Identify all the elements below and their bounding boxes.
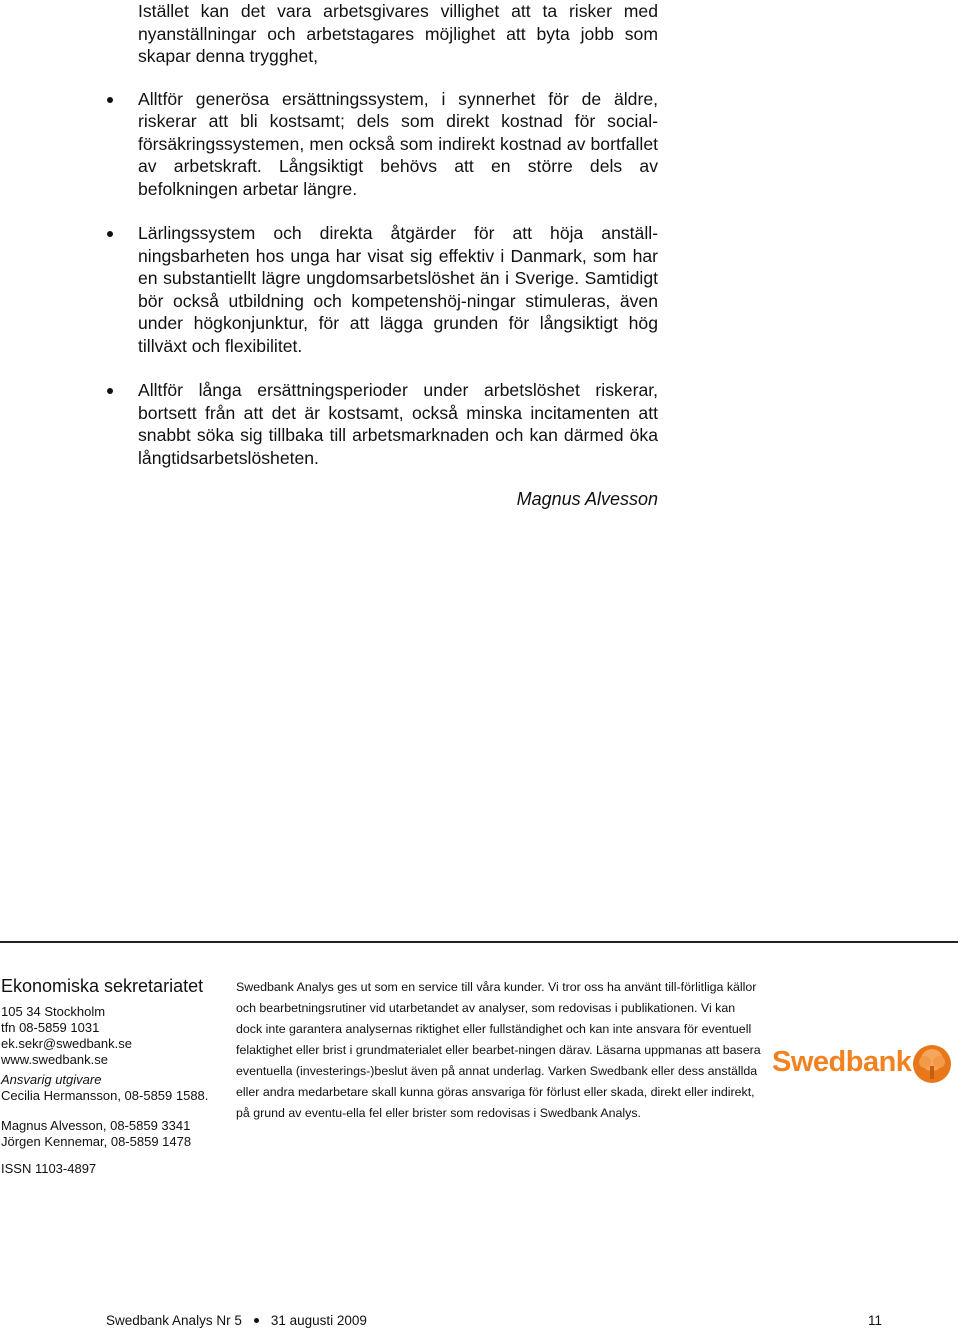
divider — [0, 941, 958, 943]
issn: ISSN 1103-4897 — [1, 1161, 97, 1176]
oak-tree-icon — [912, 1044, 952, 1084]
article-body — [138, 0, 658, 469]
address: 105 34 Stockholm — [1, 1004, 106, 1019]
list-item — [138, 222, 658, 357]
page-number: 11 — [867, 1313, 882, 1328]
publication-name: Swedbank Analys Nr 5 — [106, 1313, 242, 1328]
intro-paragraph: Istället kan det vara arbetsgivares villighet att ta risker med nyanställningar och arbetstagares möjlighet att byta jobb som skapar denna trygghet, — [138, 1, 658, 66]
author-contact: Jörgen Kennemar, 08-5859 1478 — [1, 1134, 192, 1149]
list-item — [138, 379, 658, 469]
list-item-text: Lärlingssystem och direkta åtgärder för att höja anställ-ningsbarheten hos unga har visat sig effektiv i Danmark, som har en substantiellt lägre ungdomsarbetslöshet än i Sverige. Samtidigt bör också utbildning och kompetenshöj-ningar stimuleras, även under högkonjunktur, för att lägga grunden för långsiktigt hög tillväxt och flexibilitet. — [138, 223, 658, 356]
bullet-icon — [107, 388, 113, 394]
contact-block — [1, 975, 241, 1177]
list-item-text: Alltför generösa ersättningssystem, i synnerhet för de äldre, riskerar att bli kostsamt; dels som direkt kostnad för social-försäkringssystemen, men också som indirekt kostnad av bortfallet av arbetskraft. Långsiktigt behövs att en större dels av befolkningen arbetar längre. — [138, 88, 658, 199]
bullet-icon — [107, 231, 113, 237]
author-signature: Magnus Alvesson — [516, 489, 658, 509]
email-link[interactable]: ek.sekr@swedbank.se — [1, 1036, 132, 1051]
disclaimer-text: Swedbank Analys ges ut som en service till våra kunder. Vi tror oss ha använt till-förlitliga källor och bearbetningsrutiner vid utarbetandet av analyser, som redovisas i publikationen. Vi kan dock inte garantera analysernas riktighet eller fullständighet och kan inte ansvara för eventuell felaktighet eller brist i grundmaterialet eller bearbet-ningen därav. Läsarna uppmanas att basera eventuella (investerings-)beslut även på annat underlag. Varken Swedbank eller dess anställda eller andra medarbetare skall kunna göras ansvariga för förlust eller skada, direkt eller indirekt, på grund av eventu-ella fel eller brister som redovisas i Swedbank Analys. — [236, 980, 761, 1120]
swedbank-logo — [772, 1044, 952, 1086]
phone: tfn 08-5859 1031 — [1, 1020, 100, 1035]
publisher-label: Ansvarig utgivare — [1, 1072, 102, 1087]
author-contact: Magnus Alvesson, 08-5859 3341 — [1, 1118, 191, 1133]
publication-date: 31 augusti 2009 — [270, 1313, 367, 1328]
list-item-text: Alltför långa ersättningsperioder under arbetslöshet riskerar, bortsett från att det är kostsamt, också minska incitamenten att snabbt söka sig tillbaka till arbetsmarknaden och kan därmed öka långtidsarbetslösheten. — [138, 380, 658, 468]
logo-wordmark: Swedbank — [772, 1046, 912, 1078]
separator-dot-icon — [254, 1318, 259, 1323]
footer-publication — [106, 1313, 367, 1328]
publisher-name: Cecilia Hermansson, 08-5859 1588. — [1, 1088, 209, 1103]
org-name: Ekonomiska sekretariatet — [1, 976, 204, 996]
web-link[interactable]: www.swedbank.se — [1, 1052, 108, 1067]
list-item — [138, 88, 658, 201]
bullet-icon — [107, 97, 113, 103]
